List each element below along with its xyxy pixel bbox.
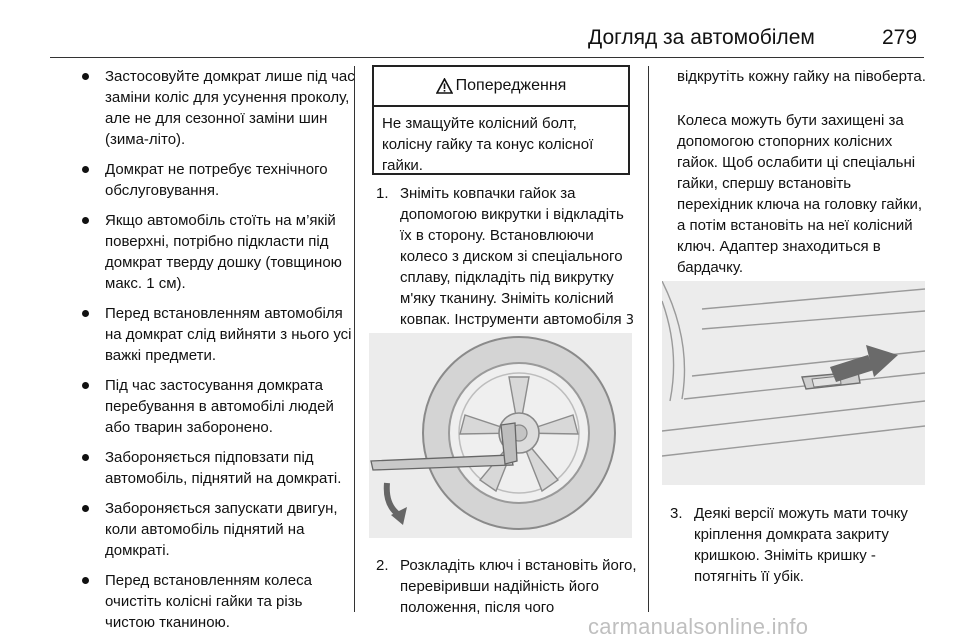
- bullet-item: Якщо автомобіль стоїть на м’якій поверхні, потрібно підкласти під домкрат тверду дошку (товщиною макс. 1 см).: [70, 210, 355, 294]
- bullet-item: Перед встановленням колеса очистіть колісні гайки та різь чистою тканиною.: [70, 570, 355, 633]
- step-text: Деякі версії можуть мати точку кріплення домкрата закриту кришкою. Зніміть кришку - потягніть її убік.: [694, 505, 908, 585]
- page-number: 279: [882, 26, 918, 49]
- watermark: carmanualsonline.info: [588, 614, 809, 639]
- bullet-item: Під час застосування домкрата перебування в автомобілі людей або тварин заборонено.: [70, 375, 355, 438]
- figure-wheel-wrench: [369, 333, 632, 538]
- step-number: 3.: [670, 505, 683, 522]
- warning-header: [374, 67, 628, 107]
- step-text: Зніміть ковпачки гайок за допомогою викрутки і відкладіть їх в сторону. Встановлюючи колесо з диском зі спеціального сплаву, підкладіть під викрутку м'яку тканину. Зніміть колісний ковпак. Інструменти автомобіля: [400, 185, 624, 328]
- step-list-3: [670, 503, 932, 587]
- bullet-item: Забороняється запускати двигун, коли автомобіль піднятий на домкраті.: [70, 498, 355, 561]
- step-item: [376, 183, 638, 352]
- bullet-item: Перед встановленням автомобіля на домкрат слід вийняти з нього усі важкі предмети.: [70, 303, 355, 366]
- header-rule: [50, 57, 924, 58]
- step-list-2: [376, 555, 638, 618]
- figure-jack-point: [662, 281, 925, 485]
- step-text: Розкладіть ключ і встановіть його, перевіривши надійність його положення, після чого: [400, 557, 637, 616]
- bullet-item: Забороняється підповзати під автомобіль, піднятий на домкраті.: [70, 447, 355, 489]
- warning-triangle-icon: [436, 78, 453, 94]
- step-item: [670, 503, 932, 587]
- page-header-title: Догляд за автомобілем: [588, 26, 815, 49]
- continuation-text: відкрутіть кожну гайку на півоберта.: [677, 68, 926, 85]
- step-item: [376, 555, 638, 618]
- precaution-bullet-list: [70, 66, 355, 642]
- step-number: 2.: [376, 557, 389, 574]
- page-reference-icon: 3: [625, 313, 635, 328]
- column-divider-right: [648, 66, 649, 612]
- warning-box: [372, 65, 630, 175]
- step-number: 1.: [376, 185, 389, 202]
- locking-nuts-paragraph: Колеса можуть бути захищені за допомогою стопорних колісних гайок. Щоб ослабити ці спеціальні гайки, спершу встановіть перехідник ключа на головку гайки, а потім встановіть на неї колісний ключ. Адаптер знаходиться в бардачку.: [677, 112, 923, 276]
- step-list-1: [376, 183, 638, 352]
- warning-title: Попередження: [455, 77, 567, 94]
- bullet-item: Домкрат не потребує технічного обслуговування.: [70, 159, 355, 201]
- spare-wheel-image: [423, 337, 615, 529]
- warning-text: Не змащуйте колісний болт, колісну гайку та конус колісної гайки.: [382, 115, 594, 174]
- bullet-item: Застосовуйте домкрат лише під час заміни коліс для усунення проколу, але не для сезонної заміни шин (зима-літо).: [70, 66, 355, 150]
